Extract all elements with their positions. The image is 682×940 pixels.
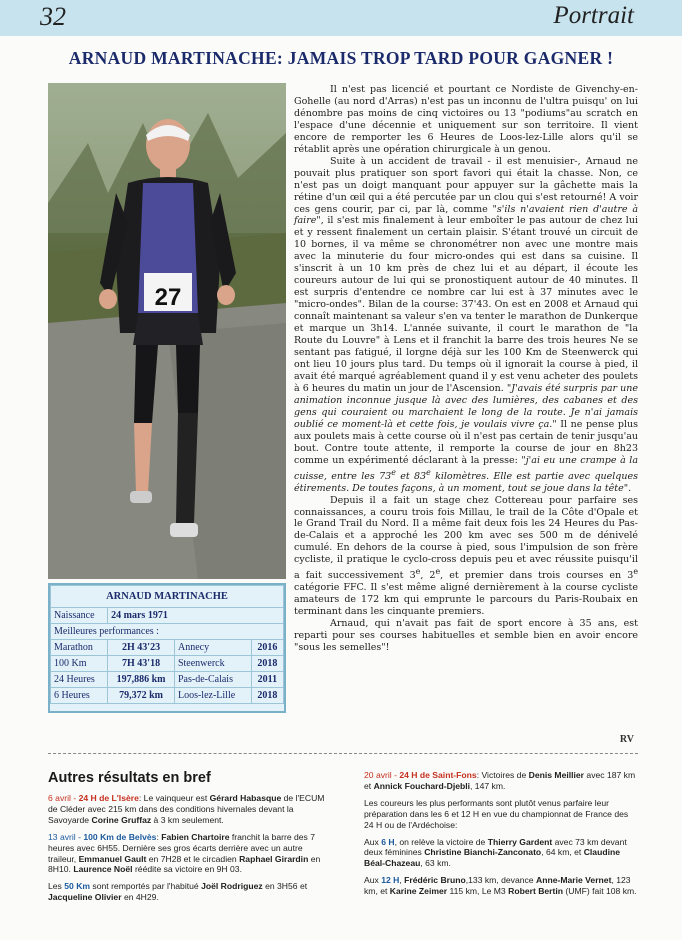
brief-item: 20 avril - 24 H de Saint-Fons: Victoires de Denis Meillier avec 187 km et Annick Fouchard-Djebli, 147 km. [364,770,636,791]
brief-item: Les 50 Km sont remportés par l'habitué Joël Rodriguez en 3H56 et Jacqueline Olivier en 4H29. [48,881,308,903]
birth-value: 24 mars 1971 [108,608,284,624]
brief-item: 6 avril - 24 H de L'Isère: Le vainqueur est Gérard Habasque de l'ECUM de Cléder avec 215 km dans des conditions hivernales devant la Savoyarde Corine Gruffaz à 3 km seulement. [48,793,325,825]
id-card-name: ARNAUD MARTINACHE [51,586,284,608]
article-paragraph-4: Arnaud, qui n'avait pas fait de sport encore à 35 ans, est reparti pour ses courses habituelles et semble bien en avoir encore "sous les semelles"! [294,618,638,654]
perf-row: 6 Heures 79,372 km Loos-lez-Lille 2018 [51,688,284,704]
brief-item: 13 avril - 100 Km de Belvès: Fabien Chartoire franchit la barre des 7 heures avec 6H55. Dernière ses gros écarts derrière avec un autre traileur, Emmanuel Gault en 7H28 et le circadien Raphael Girardin en 8H10. Laurence Noël réédite sa victoire en 9H 03. [48,831,321,875]
author-signature: RV [619,734,634,745]
perf-row: 100 Km 7H 43'18 Steenwerck 2018 [51,656,284,672]
brief-item: Les coureurs les plus performants sont plutôt venus parfaire leur préparation dans les 6 et 12 H en vue du championnat de France des 24 H ou de l'Ardéchoise: [364,797,629,830]
brief-item: Aux 6 H, on relève la victoire de Thierry Gardent avec 73 km devant deux féminines Christine Bianchi-Zanconato, 64 km, et Claudine Béal-Chazeau, 63 km. [364,836,627,869]
article-headline: ARNAUD MARTINACHE: JAMAIS TROP TARD POUR GAGNER ! [68,48,614,68]
runner-photo [48,83,286,579]
section-title: Portrait [553,2,634,29]
perf-row: Marathon 2H 43'23 Annecy 2016 [51,640,284,656]
id-card-table [50,585,284,704]
section-divider [48,753,638,754]
article-paragraph-1: Il n'est pas licencié et pourtant ce Nordiste de Givenchy-en-Gohelle (au nord d'Arras) n'est pas un inconnu de l'ultra puisqu' on lui dénombre pas moins de cinq victoires ou 13 "podiums"au scratch en l'espace d'une décennie et uniquement sur son territoire. Il vient encore de remporter les 6 Heures de Loos-lez-Lille alors qu'il se rétablit après une opération chirurgicale à un genou. [294,84,638,155]
brief-column-left [48,793,333,909]
performances-label: Meilleures performances : [51,624,284,640]
brief-item: Aux 12 H, Frédéric Bruno,133 km, devance Anne-Marie Vernet, 123 km, et Karine Zeimer 115 km, Le M3 Robert Bertin (UMF) fait 108 km. [364,875,637,897]
article-paragraph-2: Suite à un accident de travail - il est menuisier-, Arnaud ne pouvait plus pratiquer son sport favori qui était la chasse. Non, ce n'est pas un doigt manquant pour appuyer sur la gâchette mais la rétine d'un œil qui a été percutée par un clou qui s'est retourné! A voir ces gens courir, par ci, par là, comme "s'ils n'avaient rien d'autre à faire", il s'est mis finalement à leur emboîter le pas autour de chez lui et y ressent finalement un certain plaisir. S'étant trouvé un circuit de 10 bornes, il va même se chronométrer non avec une montre mais avec la minuterie du four micro-ondes qui est dans sa cuisine. Il s'inscrit à un 10 km près de chez lui et au départ, il écoute les coureurs autour de lui qui se pronostiquent autour de 40 minutes. Il est surpris d'entendre ce nombre car lui est à 37 minutes avec le "micro-ondes". Bilan de la course: 37'43. On est en 2008 et Arnaud qui connaît maintenant sa valeur s'en va tenter le marathon de Dunkerque et marque un 3h14. L'année suivante, il court le marathon de "la Route du Louvre" à Lens et il franchit la barre des trois heures Ne se sentant pas fatigué, il lorgne déjà sur les 100 Km de Steenwerck qui ont lieu 10 jours plus tard. Du temps où il ignorait la course à pied, il avait été marqué agréablement quand il y est venu acheter des poulets à 6 heures du matin un jour de l'Ascension. "J'avais été surpris par une animation inconnue jusque là avec des lumières, des cabanes et des gens qui couraient ou marchaient le long de la route. Je n'ai jamais oublié ce moment-là et cette fois, je voulais vivre ça." Il ne pense plus aux poulets mais à cette course où il n'est pas certain de tenir jusqu'au bout. Contre toute attente, il remporte la course de jour en 8h23 comme un expérimenté déclarant à la presse: "j'ai eu une crampe à la cuisse, entre les 73e et 83e kilomètres. Elle est partie avec quelques étirements. De toutes façons, à un moment, tout se joue dans la tête". [294,155,639,494]
page-number: 32 [40,2,66,31]
birth-label: Naissance [51,608,108,624]
athlete-id-card [48,583,286,713]
article-body [294,84,638,654]
article-paragraph-3: Depuis il a fait un stage chez Cottereau pour parfaire ses connaissances, a couru trois fois Millau, le trail de la Côte d'Opale et le Grand Trail du Nord. Il a même fait deux fois les 24 Heures du Pas-de-Calais et a approché les 200 km avec ses 500 m de dénivelé cumulé. En dehors de la course à pied, sous l'impulsion de son frère cycliste, il pratique le cyclo-cross depuis peu et avec réussite puisqu'il a fait successivement 3e, 2e, et premier dans trois courses en 3e catégorie FFC. Il s'est même aligné dernièrement à la course cycliste amateurs de 172 km qui emprunte le parcours du Paris-Roubaix en terminant dans les cinquante premiers. [294,494,638,618]
brief-results-title: Autres résultats en bref [48,770,211,786]
bib-number: 27 [154,284,182,311]
runner-illustration [48,83,286,579]
brief-column-right [364,770,639,903]
perf-row: 24 Heures 197,886 km Pas-de-Calais 2011 [51,672,284,688]
